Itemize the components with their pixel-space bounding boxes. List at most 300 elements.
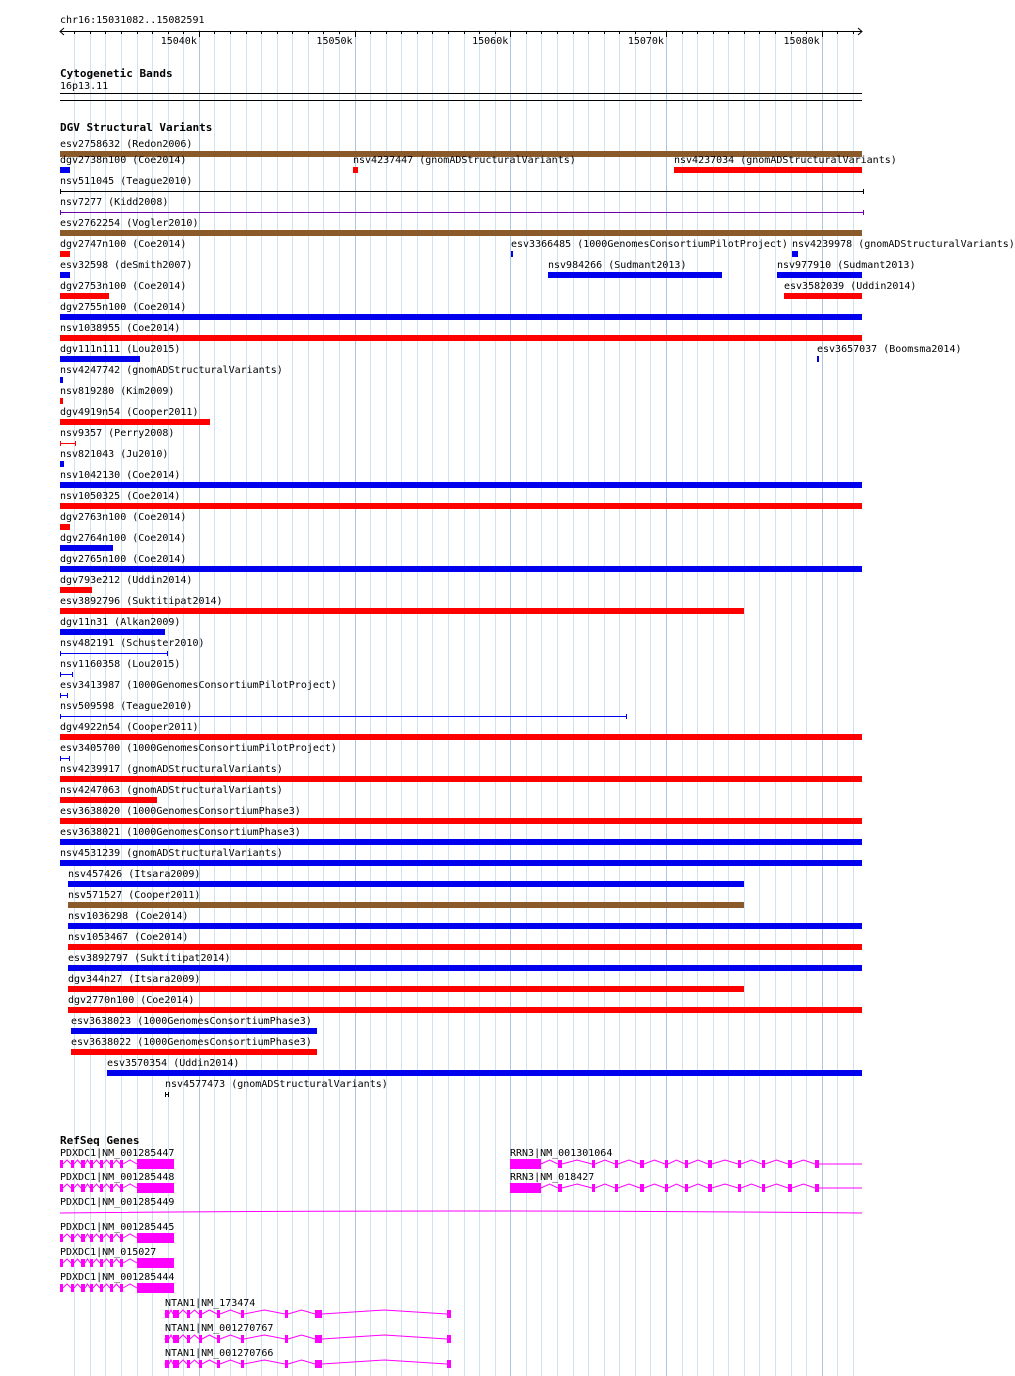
dgv-feature-bar[interactable] [68,923,862,929]
gene-intron [618,1160,640,1164]
gene-exon [187,1310,190,1318]
gene-exon [738,1160,741,1168]
gene-exon [510,1183,541,1193]
refseq-gene-label[interactable]: RRN3|NM_018427 [510,1172,595,1183]
dgv-feature-bar[interactable] [674,167,862,173]
dgv-feature-label[interactable]: nsv4237034 (gnomADStructuralVariants) [674,155,897,166]
gene-exon [447,1360,451,1368]
dgv-feature-bar[interactable] [60,167,70,173]
gene-intron [60,1211,862,1213]
gene-intron [202,1360,217,1364]
dgv-feature-bar[interactable] [60,335,862,341]
dgv-feature-label[interactable]: esv3366485 (1000GenomesConsortiumPilotProject) [511,239,788,250]
gene-intron [85,1284,90,1288]
dgv-feature-bar[interactable] [777,272,862,278]
dgv-feature-label[interactable]: nsv457426 (Itsara2009) [68,869,201,880]
refseq-gene-label[interactable]: PDXDC1|NM_001285448 [60,1172,175,1183]
dgv-feature-label[interactable]: esv3638020 (1000GenomesConsortiumPhase3) [60,806,301,817]
gene-intron [541,1184,558,1188]
gene-intron [113,1234,120,1238]
dgv-feature-label[interactable]: esv3638021 (1000GenomesConsortiumPhase3) [60,827,301,838]
dgv-feature-bar[interactable] [60,797,157,803]
gene-intron [103,1160,110,1164]
gene-intron [220,1335,241,1339]
gene-exon [173,1360,179,1368]
gene-exon [110,1234,113,1242]
gene-intron [103,1284,110,1288]
dgv-feature-bar[interactable] [60,377,63,383]
dgv-feature-label[interactable]: dgv2765n100 (Coe2014) [60,554,187,565]
gene-exon [217,1360,220,1368]
dgv-feature-bar[interactable] [165,1092,169,1097]
dgv-feature-bar[interactable] [68,986,744,992]
gene-exon [788,1160,792,1168]
dgv-feature-label[interactable]: nsv4531239 (gnomADStructuralVariants) [60,848,283,859]
gene-intron [202,1310,217,1314]
gene-intron [190,1310,199,1314]
gene-exon [285,1360,288,1368]
dgv-feature-label[interactable]: dgv2764n100 (Coe2014) [60,533,187,544]
gene-exon [665,1184,668,1192]
gene-intron [541,1160,558,1164]
gene-intron [103,1234,110,1238]
gene-exon [615,1184,618,1192]
gene-exon [60,1284,63,1292]
dgv-feature-label[interactable]: dgv2753n100 (Coe2014) [60,281,187,292]
gene-intron [93,1184,100,1188]
refseq-gene-model[interactable] [165,1308,452,1320]
gene-exon [110,1184,113,1192]
dgv-feature-bar[interactable] [71,1028,317,1034]
gene-exon [60,1234,63,1242]
dgv-feature-bar[interactable] [60,776,862,782]
gene-exon [241,1310,244,1318]
gene-intron [113,1284,120,1288]
dgv-feature-label[interactable]: nsv819280 (Kim2009) [60,386,175,397]
dgv-feature-bar[interactable] [68,1007,862,1013]
dgv-feature-bar[interactable] [60,545,113,551]
dgv-feature-bar[interactable] [60,356,140,362]
gene-intron [74,1259,81,1263]
gene-exon [762,1184,765,1192]
dgv-feature-bar[interactable] [817,356,819,362]
gene-intron [288,1360,315,1364]
gene-exon [685,1184,688,1192]
gene-exon [187,1360,190,1368]
dgv-feature-label[interactable]: dgv11n31 (Alkan2009) [60,617,181,628]
gene-exon [81,1234,85,1242]
dgv-feature-bar[interactable] [60,419,210,425]
refseq-gene-label[interactable]: PDXDC1|NM_001285445 [60,1222,175,1233]
dgv-feature-bar[interactable] [60,608,744,614]
gene-intron [322,1335,447,1339]
gene-intron [63,1284,71,1288]
gene-intron [618,1184,640,1188]
dgv-feature-label[interactable]: esv2762254 (Vogler2010) [60,218,199,229]
gene-exon [71,1284,74,1292]
gene-exon [815,1160,819,1168]
dgv-feature-label[interactable]: nsv7277 (Kidd2008) [60,197,169,208]
dgv-feature-bar[interactable] [548,272,722,278]
refseq-gene-label[interactable]: RRN3|NM_001301064 [510,1148,613,1159]
dgv-feature-bar[interactable] [60,272,70,278]
gene-exon [187,1335,190,1343]
dgv-feature-bar[interactable] [784,293,862,299]
gene-exon [100,1259,103,1267]
dgv-feature-bar[interactable] [511,251,513,257]
dgv-feature-bar[interactable] [60,482,862,488]
gene-intron [712,1160,738,1164]
dgv-feature-label[interactable]: dgv2770n100 (Coe2014) [68,995,195,1006]
dgv-feature-bar[interactable] [353,167,358,173]
gene-intron [74,1234,81,1238]
gene-intron [179,1335,187,1339]
gene-intron [85,1184,90,1188]
refseq-gene-model[interactable] [165,1358,452,1370]
gene-intron [63,1259,71,1263]
dgv-feature-bar[interactable] [68,944,862,950]
dgv-track-title[interactable]: DGV Structural Variants [60,121,213,134]
ruler[interactable] [0,26,890,48]
cyto-band-bar[interactable] [60,93,862,94]
dgv-feature-label[interactable]: nsv4247742 (gnomADStructuralVariants) [60,365,283,376]
gene-exon [788,1184,792,1192]
dgv-feature-label[interactable]: nsv4239978 (gnomADStructuralVariants) [792,239,1015,250]
gene-exon [110,1284,113,1292]
gene-exon [217,1310,220,1318]
dgv-feature-bar[interactable] [60,714,627,719]
gene-exon [285,1335,288,1343]
dgv-feature-label[interactable]: dgv793e212 (Uddin2014) [60,575,193,586]
dgv-feature-label[interactable]: nsv4237447 (gnomADStructuralVariants) [353,155,576,166]
dgv-feature-label[interactable]: esv3638022 (1000GenomesConsortiumPhase3) [71,1037,312,1048]
dgv-feature-label[interactable]: dgv4922n54 (Cooper2011) [60,722,199,733]
gene-exon [558,1184,562,1192]
dgv-feature-bar[interactable] [60,210,864,215]
refseq-gene-model[interactable] [60,1158,178,1170]
gene-exon [60,1259,63,1267]
dgv-feature-bar[interactable] [60,461,64,467]
dgv-feature-label[interactable]: nsv1042130 (Coe2014) [60,470,181,481]
dgv-feature-label[interactable]: esv2758632 (Redon2006) [60,139,193,150]
gene-intron [85,1234,90,1238]
gene-exon [137,1183,174,1193]
gene-intron [63,1160,71,1164]
gene-intron [113,1184,120,1188]
gene-exon [60,1184,63,1192]
dgv-feature-bar[interactable] [60,441,76,446]
dgv-feature-bar[interactable] [107,1070,862,1076]
gene-intron [668,1160,685,1164]
refseq-track-title[interactable]: RefSeq Genes [60,1134,140,1147]
gene-exon [708,1184,712,1192]
gene-intron [288,1335,315,1339]
dgv-feature-label[interactable]: nsv9357 (Perry2008) [60,428,175,439]
gene-intron [123,1234,137,1238]
ruler-tick-label: 15040k [160,36,197,47]
gene-intron [190,1360,199,1364]
gene-exon [173,1335,179,1343]
dgv-feature-bar[interactable] [60,629,165,635]
dgv-feature-bar[interactable] [68,965,862,971]
gene-intron [741,1160,762,1164]
ruler-tick-label: 15080k [783,36,820,47]
dgv-feature-label[interactable]: esv3657037 (Boomsma2014) [817,344,962,355]
gene-exon [241,1335,244,1343]
cyto-track-title[interactable]: Cytogenetic Bands [60,67,173,80]
gene-exon [100,1184,103,1192]
gene-exon [81,1184,85,1192]
gene-exon [71,1160,74,1168]
gene-intron [123,1184,137,1188]
dgv-feature-bar[interactable] [60,672,73,677]
gene-intron [595,1160,615,1164]
dgv-feature-bar[interactable] [60,839,862,845]
dgv-feature-bar[interactable] [60,503,862,509]
gene-intron [322,1310,447,1314]
dgv-feature-label[interactable]: nsv482191 (Schuster2010) [60,638,205,649]
dgv-feature-label[interactable]: esv3413987 (1000GenomesConsortiumPilotProject) [60,680,337,691]
refseq-gene-label[interactable]: PDXDC1|NM_015027 [60,1247,157,1258]
gene-exon [815,1184,819,1192]
dgv-feature-label[interactable]: nsv1038955 (Coe2014) [60,323,181,334]
gene-intron [113,1160,120,1164]
refseq-gene-label[interactable]: PDXDC1|NM_001285444 [60,1272,175,1283]
gene-exon [137,1159,174,1169]
dgv-feature-bar[interactable] [60,756,70,761]
dgv-feature-bar[interactable] [60,314,862,320]
dgv-feature-label[interactable]: esv3892796 (Suktitipat2014) [60,596,223,607]
gene-intron [169,1335,173,1339]
refseq-gene-model[interactable] [60,1232,178,1244]
dgv-feature-label[interactable]: nsv821043 (Ju2010) [60,449,169,460]
gene-exon [120,1184,123,1192]
gene-intron [288,1310,315,1314]
gene-intron [169,1310,173,1314]
refseq-gene-label[interactable]: NTAN1|NM_001270767 [165,1323,274,1334]
dgv-feature-bar[interactable] [60,860,862,866]
refseq-gene-model[interactable] [60,1207,866,1219]
gene-exon [60,1160,63,1168]
dgv-feature-label[interactable]: esv3405700 (1000GenomesConsortiumPilotProject) [60,743,337,754]
dgv-feature-label[interactable]: dgv111n111 (Lou2015) [60,344,181,355]
dgv-feature-label[interactable]: dgv2747n100 (Coe2014) [60,239,187,250]
gene-exon [120,1160,123,1168]
refseq-gene-model[interactable] [60,1282,178,1294]
gene-exon [81,1160,85,1168]
dgv-feature-label[interactable]: esv3570354 (Uddin2014) [107,1058,240,1069]
gene-exon [199,1335,202,1343]
dgv-feature-label[interactable]: nsv4577473 (gnomADStructuralVariants) [165,1079,388,1090]
dgv-feature-bar[interactable] [68,881,744,887]
gene-exon [81,1284,85,1292]
dgv-feature-bar[interactable] [60,230,862,236]
dgv-feature-bar[interactable] [60,587,92,593]
gene-intron [202,1335,217,1339]
gene-intron [190,1335,199,1339]
dgv-feature-bar[interactable] [71,1049,317,1055]
gene-exon [110,1259,113,1267]
gene-intron [85,1259,90,1263]
gene-intron [595,1184,615,1188]
location-label: chr16:15031082..15082591 [60,15,205,26]
dgv-feature-label[interactable]: nsv1160358 (Lou2015) [60,659,181,670]
gene-intron [562,1160,592,1164]
dgv-feature-bar[interactable] [60,398,63,404]
gene-exon [708,1160,712,1168]
dgv-feature-label[interactable]: dgv2738n100 (Coe2014) [60,155,187,166]
ruler-tick-label: 15060k [472,36,509,47]
gene-intron [113,1259,120,1263]
gene-exon [217,1335,220,1343]
dgv-feature-label[interactable]: nsv984266 (Sudmant2013) [548,260,687,271]
gene-intron [93,1259,100,1263]
gene-intron [220,1360,241,1364]
gene-exon [315,1360,322,1368]
dgv-feature-label[interactable]: esv3582039 (Uddin2014) [784,281,917,292]
dgv-feature-label[interactable]: nsv4239917 (gnomADStructuralVariants) [60,764,283,775]
dgv-feature-label[interactable]: dgv2763n100 (Coe2014) [60,512,187,523]
dgv-feature-label[interactable]: nsv4247063 (gnomADStructuralVariants) [60,785,283,796]
dgv-feature-bar[interactable] [60,293,109,299]
gene-intron [562,1184,592,1188]
dgv-feature-bar[interactable] [60,524,70,530]
dgv-feature-label[interactable]: nsv1036298 (Coe2014) [68,911,189,922]
gene-intron [741,1184,762,1188]
gene-intron [179,1360,187,1364]
cyto-band-label: 16p13.11 [60,81,109,92]
gene-exon [137,1283,174,1293]
dgv-feature-bar[interactable] [60,566,862,572]
gene-exon [90,1184,93,1192]
gene-intron [103,1184,110,1188]
gene-intron [765,1160,788,1164]
gene-exon [71,1234,74,1242]
gene-exon [120,1234,123,1242]
gene-intron [244,1360,285,1364]
refseq-gene-model[interactable] [60,1182,178,1194]
gene-exon [81,1259,85,1267]
gene-exon [640,1160,644,1168]
gene-exon [71,1184,74,1192]
gene-intron [322,1360,447,1364]
gene-exon [447,1335,451,1343]
gene-exon [592,1184,595,1192]
refseq-gene-label[interactable]: NTAN1|NM_001270766 [165,1348,274,1359]
gene-exon [120,1284,123,1292]
gene-exon [199,1360,202,1368]
gene-intron [169,1360,173,1364]
dgv-feature-bar[interactable] [68,902,744,908]
gene-intron [123,1284,137,1288]
gene-intron [765,1184,788,1188]
gene-exon [285,1310,288,1318]
refseq-gene-label[interactable]: PDXDC1|NM_001285447 [60,1148,175,1159]
gene-intron [123,1160,137,1164]
gene-intron [644,1160,665,1164]
dgv-feature-label[interactable]: nsv977910 (Sudmant2013) [777,260,916,271]
gene-exon [100,1284,103,1292]
refseq-gene-label[interactable]: PDXDC1|NM_001285449 [60,1197,175,1208]
dgv-feature-bar[interactable] [792,251,798,257]
refseq-gene-model[interactable] [60,1257,178,1269]
dgv-feature-bar[interactable] [60,693,68,698]
gene-intron [712,1184,738,1188]
gene-exon [447,1310,451,1318]
gene-exon [738,1184,741,1192]
gene-exon [100,1160,103,1168]
gene-intron [74,1184,81,1188]
dgv-feature-label[interactable]: esv3638023 (1000GenomesConsortiumPhase3) [71,1016,312,1027]
gene-intron [244,1335,285,1339]
dgv-feature-label[interactable]: dgv2755n100 (Coe2014) [60,302,187,313]
gene-exon [90,1234,93,1242]
gene-exon [71,1259,74,1267]
dgv-feature-label[interactable]: nsv509598 (Teague2010) [60,701,193,712]
gene-intron [103,1259,110,1263]
gene-intron [123,1259,137,1263]
gene-intron [93,1284,100,1288]
gene-exon [615,1160,618,1168]
gene-exon [90,1160,93,1168]
ruler-tick-label: 15050k [316,36,353,47]
dgv-feature-bar[interactable] [60,189,864,194]
ruler-tick-label: 15070k [627,36,664,47]
refseq-gene-model[interactable] [510,1182,866,1194]
gene-intron [85,1160,90,1164]
gene-intron [63,1234,71,1238]
gene-exon [665,1160,668,1168]
dgv-feature-bar[interactable] [60,818,862,824]
refseq-gene-label[interactable]: NTAN1|NM_173474 [165,1298,256,1309]
dgv-feature-label[interactable]: nsv571527 (Cooper2011) [68,890,201,901]
gene-intron [74,1284,81,1288]
dgv-feature-label[interactable]: nsv511045 (Teague2010) [60,176,193,187]
dgv-feature-label[interactable]: dgv4919n54 (Cooper2011) [60,407,199,418]
gene-intron [63,1184,71,1188]
gene-exon [100,1234,103,1242]
gene-exon [558,1160,562,1168]
gene-exon [640,1184,644,1192]
gene-exon [90,1284,93,1292]
gene-intron [688,1184,708,1188]
gene-intron [244,1310,285,1314]
gene-exon [110,1160,113,1168]
gene-intron [688,1160,708,1164]
gene-intron [668,1184,685,1188]
dgv-feature-bar[interactable] [60,734,862,740]
gene-exon [90,1259,93,1267]
gene-intron [220,1310,241,1314]
dgv-feature-label[interactable]: esv3892797 (Suktitipat2014) [68,953,231,964]
gene-exon [199,1310,202,1318]
dgv-feature-label[interactable]: esv32598 (deSmith2007) [60,260,193,271]
gene-exon [685,1160,688,1168]
gene-intron [93,1234,100,1238]
gene-exon [241,1360,244,1368]
gene-intron [93,1160,100,1164]
dgv-feature-label[interactable]: nsv1053467 (Coe2014) [68,932,189,943]
refseq-gene-model[interactable] [510,1158,866,1170]
dgv-feature-label[interactable]: dgv344n27 (Itsara2009) [68,974,201,985]
gene-exon [592,1160,595,1168]
gene-exon [510,1159,541,1169]
dgv-feature-label[interactable]: nsv1050325 (Coe2014) [60,491,181,502]
refseq-gene-model[interactable] [165,1333,452,1345]
gene-intron [792,1184,815,1188]
dgv-feature-bar[interactable] [60,251,70,257]
dgv-feature-bar[interactable] [60,651,168,656]
